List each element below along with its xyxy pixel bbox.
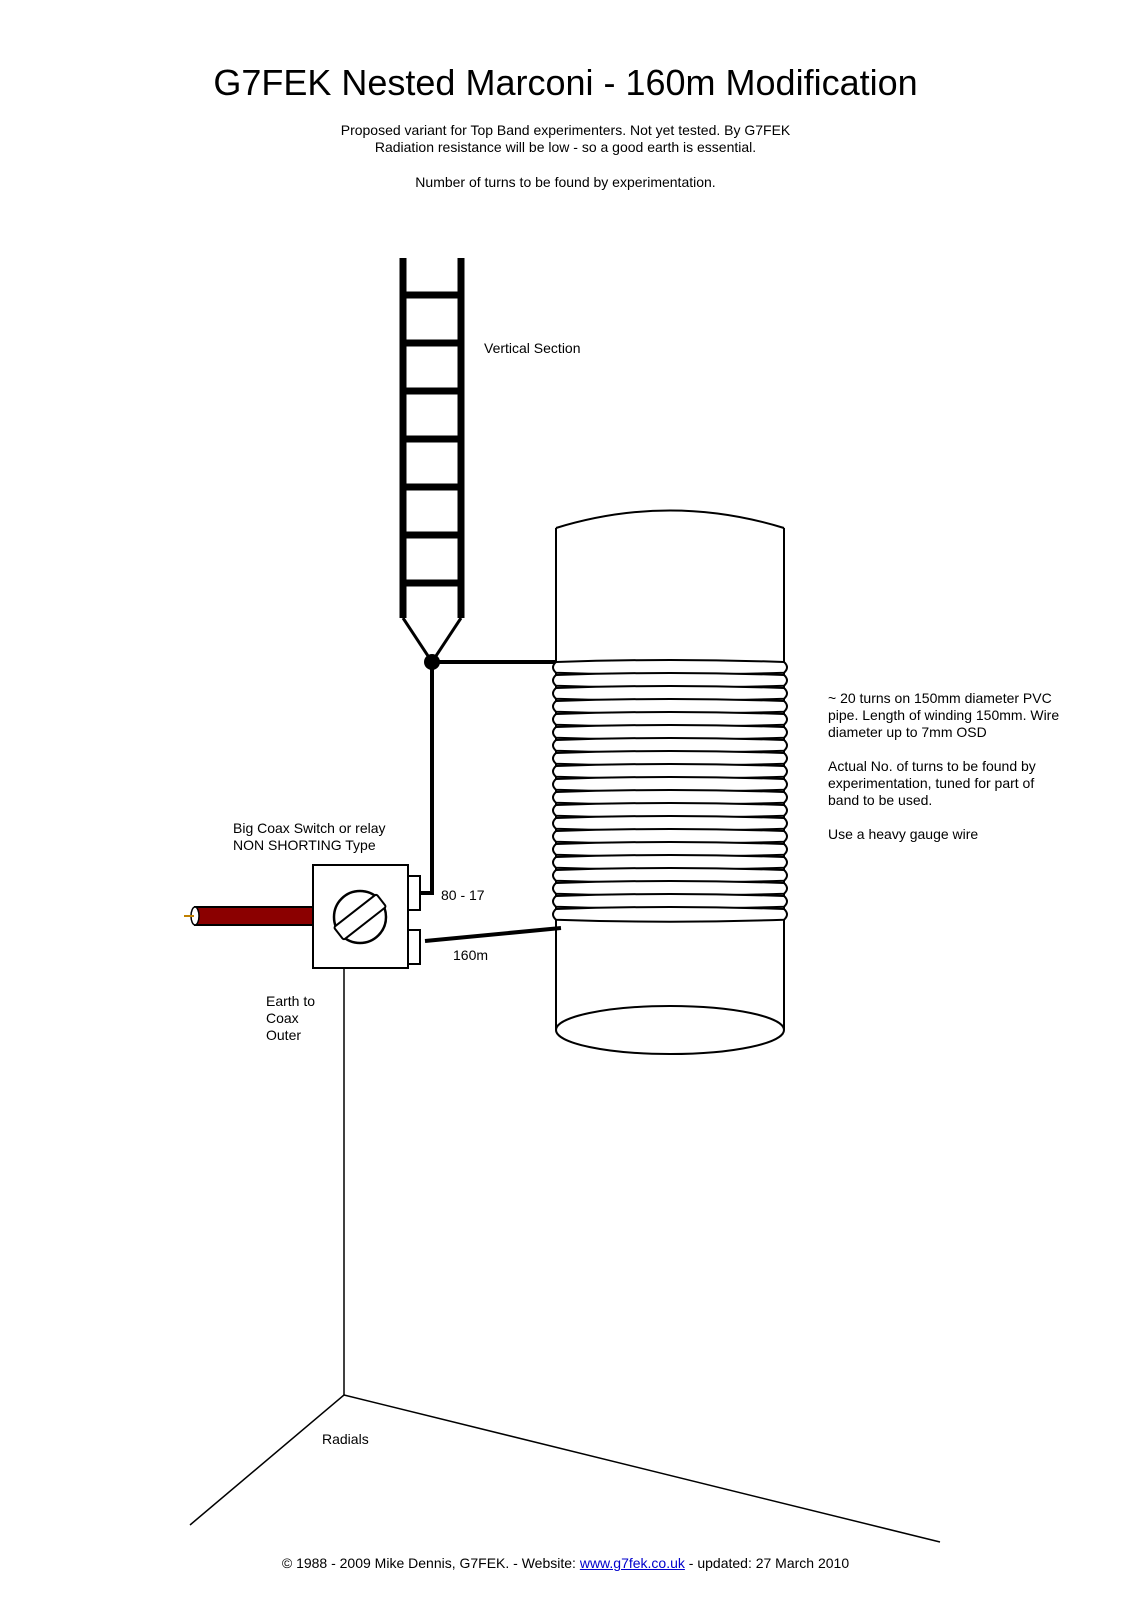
terminal-160m <box>408 930 420 964</box>
radials-label: Radials <box>322 1431 369 1447</box>
subtitle-line-3: Number of turns to be found by experimentation. <box>415 174 716 190</box>
earth-label-line-2: Coax <box>266 1010 299 1026</box>
footer <box>0 1555 1131 1571</box>
wire-80-17 <box>419 662 432 893</box>
subtitle-line-1: Proposed variant for Top Band experimenters. Not yet tested. By G7FEK <box>340 122 791 138</box>
switch-label-line-2: NON SHORTING Type <box>233 837 376 853</box>
coil-turn <box>553 907 787 922</box>
coax-jacket <box>195 907 313 925</box>
note-coil-spec: ~ 20 turns on 150mm diameter PVC pipe. Length of winding 150mm. Wire diameter up to 7mm OSD <box>828 690 1060 740</box>
port-80-17-label: 80 - 17 <box>441 887 485 903</box>
note-wire-gauge: Use a heavy gauge wire <box>828 826 979 842</box>
ladder-rungs <box>403 295 461 583</box>
coax-cable <box>184 907 313 925</box>
footer-prefix: © 1988 - 2009 Mike Dennis, G7FEK. - Website: <box>281 1555 580 1571</box>
port-160m-label: 160m <box>453 947 489 963</box>
ladder-line <box>403 258 461 662</box>
subtitle-line-2: Radiation resistance will be low - so a good earth is essential. <box>374 139 757 155</box>
website-link[interactable]: www.g7fek.co.uk <box>579 1555 685 1571</box>
terminal-80-17 <box>408 876 420 910</box>
footer-suffix: - updated: 27 March 2010 <box>684 1555 850 1571</box>
earth-system <box>190 968 940 1542</box>
coil-winding <box>553 660 787 922</box>
radial-left <box>190 1395 344 1525</box>
pipe-top-edge <box>556 511 784 529</box>
note-turns: Actual No. of turns to be found by experimentation, tuned for part of band to be used. <box>828 758 1036 808</box>
coax-switch <box>313 865 420 968</box>
switch-label-line-1: Big Coax Switch or relay <box>233 820 386 836</box>
vertical-section-label: Vertical Section <box>484 340 581 356</box>
coil-notes <box>828 690 1068 860</box>
earth-label-line-1: Earth to <box>266 993 316 1009</box>
earth-label-line-3: Outer <box>266 1027 302 1043</box>
wire-160m <box>425 928 561 941</box>
radial-right <box>344 1395 940 1542</box>
pipe-bottom-rim <box>556 1006 784 1054</box>
page-title: G7FEK Nested Marconi - 160m Modification <box>213 62 918 103</box>
